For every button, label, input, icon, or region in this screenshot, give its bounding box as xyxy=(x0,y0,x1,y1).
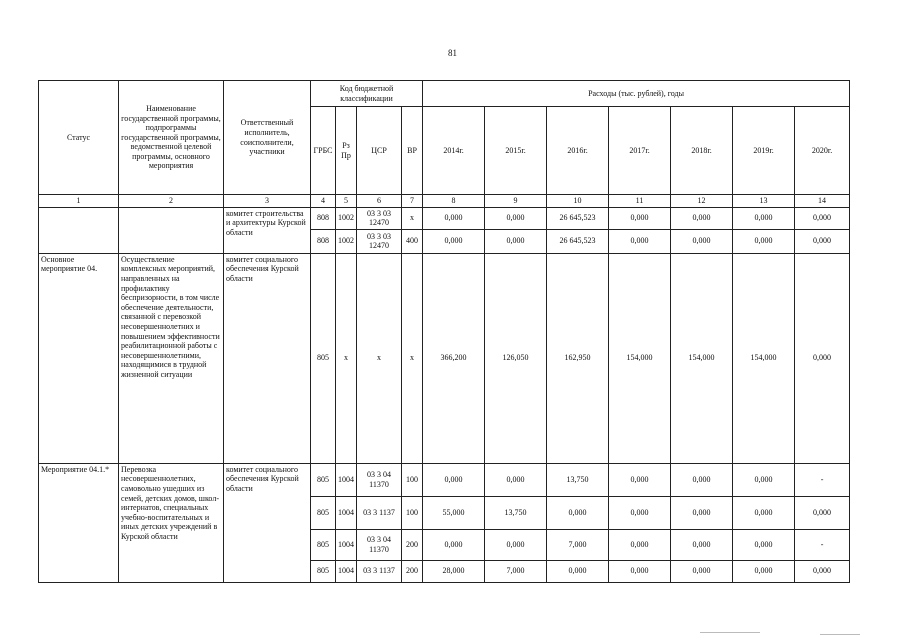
value-cell: 0,000 xyxy=(485,207,547,229)
column-number: 13 xyxy=(733,195,795,208)
table-row xyxy=(39,207,850,229)
value-cell: 162,950 xyxy=(547,253,609,463)
status-cell: Основное мероприятие 04. xyxy=(39,253,119,463)
header-year: 2020г. xyxy=(795,107,850,195)
csr-cell: 03 3 1137 xyxy=(357,560,402,582)
rzpr-cell: 1004 xyxy=(336,496,357,529)
vr-cell: 100 xyxy=(402,496,423,529)
status-cell xyxy=(39,207,119,253)
value-cell: 0,000 xyxy=(671,207,733,229)
name-cell xyxy=(119,207,224,253)
value-cell: 0,000 xyxy=(609,496,671,529)
responsible-cell: комитет строительства и архитектуры Курской области xyxy=(224,207,311,253)
value-cell: 0,000 xyxy=(609,529,671,560)
grbs-cell: 805 xyxy=(311,496,336,529)
header-csr: ЦСР xyxy=(357,107,402,195)
value-cell: 366,200 xyxy=(423,253,485,463)
header-year: 2014г. xyxy=(423,107,485,195)
value-cell: 0,000 xyxy=(423,229,485,253)
value-cell: 0,000 xyxy=(609,463,671,496)
value-cell: 0,000 xyxy=(547,560,609,582)
header-responsible: Ответственный исполнитель, соисполнители, участники xyxy=(224,81,311,195)
grbs-cell: 805 xyxy=(311,463,336,496)
status-cell: Мероприятие 04.1.* xyxy=(39,463,119,582)
csr-cell: х xyxy=(357,253,402,463)
column-number: 3 xyxy=(224,195,311,208)
name-cell: Перевозка несовершеннолетних, самовольно ушедших из семей, детских домов, школ-интернатов, специальных учебно-воспитательных и иных детских учреждений в Курской области xyxy=(119,463,224,582)
column-number: 9 xyxy=(485,195,547,208)
header-status: Статус xyxy=(39,81,119,195)
csr-cell: 03 3 1137 xyxy=(357,496,402,529)
grbs-cell: 805 xyxy=(311,529,336,560)
rzpr-cell: 1004 xyxy=(336,529,357,560)
value-cell: 26 645,523 xyxy=(547,229,609,253)
scan-artifact xyxy=(700,632,760,633)
column-number: 5 xyxy=(336,195,357,208)
header-year: 2018г. xyxy=(671,107,733,195)
header-year: 2017г. xyxy=(609,107,671,195)
vr-cell: 400 xyxy=(402,229,423,253)
page-number: 81 xyxy=(448,48,457,58)
rzpr-cell: 1004 xyxy=(336,463,357,496)
column-number: 6 xyxy=(357,195,402,208)
value-cell: 0,000 xyxy=(423,207,485,229)
csr-cell: 03 3 04 11370 xyxy=(357,463,402,496)
value-cell: 0,000 xyxy=(485,229,547,253)
responsible-cell: комитет социального обеспечения Курской области xyxy=(224,253,311,463)
value-cell: 126,050 xyxy=(485,253,547,463)
column-number-row xyxy=(39,195,850,208)
header-rzpr-bottom: Пр xyxy=(341,150,351,160)
value-cell: 13,750 xyxy=(485,496,547,529)
vr-cell: 200 xyxy=(402,560,423,582)
value-cell: 7,000 xyxy=(547,529,609,560)
csr-cell: 03 3 03 12470 xyxy=(357,207,402,229)
value-cell: 0,000 xyxy=(795,253,850,463)
value-cell: 55,000 xyxy=(423,496,485,529)
rzpr-cell: 1004 xyxy=(336,560,357,582)
header-rzpr xyxy=(336,107,357,195)
header-vr: ВР xyxy=(402,107,423,195)
column-number: 7 xyxy=(402,195,423,208)
value-cell: 28,000 xyxy=(423,560,485,582)
column-number: 8 xyxy=(423,195,485,208)
scan-artifact xyxy=(820,634,860,635)
csr-cell: 03 3 04 11370 xyxy=(357,529,402,560)
vr-cell: х xyxy=(402,207,423,229)
column-number: 2 xyxy=(119,195,224,208)
value-cell: 0,000 xyxy=(671,463,733,496)
value-cell: 0,000 xyxy=(423,529,485,560)
column-number: 12 xyxy=(671,195,733,208)
rzpr-cell: 1002 xyxy=(336,229,357,253)
responsible-cell: комитет социального обеспечения Курской области xyxy=(224,463,311,582)
budget-table xyxy=(38,80,850,583)
grbs-cell: 805 xyxy=(311,253,336,463)
value-cell: 0,000 xyxy=(485,463,547,496)
header-expenses: Расходы (тыс. рублей), годы xyxy=(423,81,850,107)
value-cell: 0,000 xyxy=(795,207,850,229)
header-budget-code: Код бюджетной классификации xyxy=(311,81,423,107)
value-cell: 0,000 xyxy=(609,229,671,253)
value-cell: - xyxy=(795,463,850,496)
value-cell: 0,000 xyxy=(733,207,795,229)
vr-cell: 200 xyxy=(402,529,423,560)
value-cell: 0,000 xyxy=(485,529,547,560)
rzpr-cell: х xyxy=(336,253,357,463)
value-cell: 0,000 xyxy=(671,560,733,582)
value-cell: 7,000 xyxy=(485,560,547,582)
value-cell: 0,000 xyxy=(609,560,671,582)
value-cell: - xyxy=(795,529,850,560)
value-cell: 0,000 xyxy=(671,229,733,253)
value-cell: 0,000 xyxy=(733,463,795,496)
value-cell: 0,000 xyxy=(547,496,609,529)
value-cell: 0,000 xyxy=(733,560,795,582)
value-cell: 26 645,523 xyxy=(547,207,609,229)
value-cell: 0,000 xyxy=(733,229,795,253)
column-number: 4 xyxy=(311,195,336,208)
header-year: 2016г. xyxy=(547,107,609,195)
vr-cell: 100 xyxy=(402,463,423,496)
header-grbs: ГРБС xyxy=(311,107,336,195)
header-name: Наименование государственной программы, подпрограммы государственной программы, ведомственной целевой программы, основного мероприятия xyxy=(119,81,224,195)
value-cell: 154,000 xyxy=(671,253,733,463)
value-cell: 0,000 xyxy=(733,496,795,529)
value-cell: 0,000 xyxy=(671,529,733,560)
grbs-cell: 808 xyxy=(311,229,336,253)
value-cell: 13,750 xyxy=(547,463,609,496)
rzpr-cell: 1002 xyxy=(336,207,357,229)
name-cell: Осуществление комплексных мероприятий, направленных на профилактику беспризорности, в том числе обеспечение деятельности, связанной с перевозкой несовершеннолетних и повышением эффективности реабилитационной работы с несовершеннолетними, находящимися в трудной жизненной ситуации xyxy=(119,253,224,463)
header-rzpr-top: Рз xyxy=(342,140,350,150)
header-year: 2019г. xyxy=(733,107,795,195)
value-cell: 0,000 xyxy=(609,207,671,229)
value-cell: 0,000 xyxy=(795,496,850,529)
csr-cell: 03 3 03 12470 xyxy=(357,229,402,253)
value-cell: 0,000 xyxy=(733,529,795,560)
header-year: 2015г. xyxy=(485,107,547,195)
table-row xyxy=(39,253,850,463)
column-number: 10 xyxy=(547,195,609,208)
value-cell: 0,000 xyxy=(671,496,733,529)
value-cell: 0,000 xyxy=(423,463,485,496)
value-cell: 154,000 xyxy=(609,253,671,463)
column-number: 1 xyxy=(39,195,119,208)
vr-cell: х xyxy=(402,253,423,463)
column-number: 11 xyxy=(609,195,671,208)
column-number: 14 xyxy=(795,195,850,208)
value-cell: 0,000 xyxy=(795,560,850,582)
table-row xyxy=(39,463,850,496)
value-cell: 0,000 xyxy=(795,229,850,253)
value-cell: 154,000 xyxy=(733,253,795,463)
grbs-cell: 808 xyxy=(311,207,336,229)
grbs-cell: 805 xyxy=(311,560,336,582)
